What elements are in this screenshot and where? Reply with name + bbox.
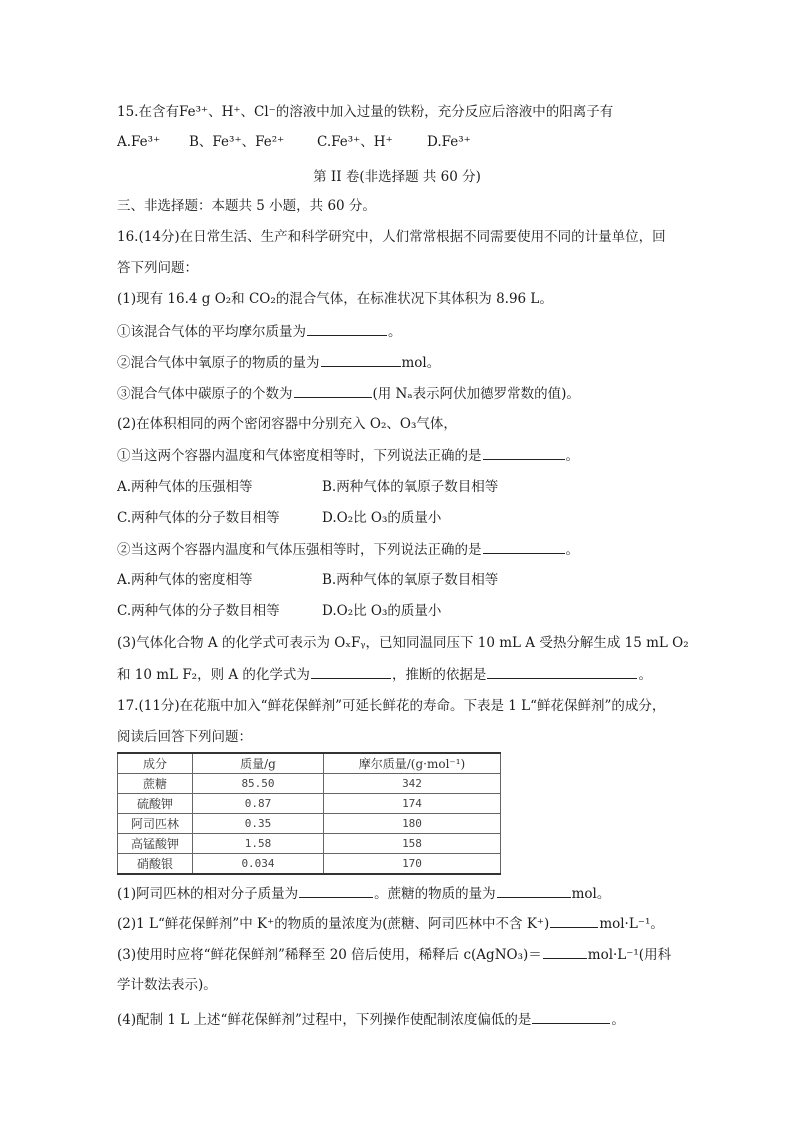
answer-blank[interactable] — [299, 884, 373, 898]
section-3-intro: 三、非选择题：本题共 5 小题，共 60 分。 — [117, 198, 376, 214]
answer-blank[interactable] — [487, 665, 637, 679]
option-d: D.O₂比 O₃的质量小 — [322, 510, 442, 526]
q16-part2-b-text: ②当这两个容器内温度和气体压强相等时，下列说法正确的是 — [117, 542, 482, 558]
q16-part3-text: 和 10 mL F₂，则 A 的化学式为 — [117, 667, 310, 683]
answer-blank[interactable] — [321, 353, 401, 367]
q16-stem-line1: 16.(14分)在日常生活、生产和科学研究中，人们常常根据不同需要使用不同的计量单位，回 — [117, 229, 666, 245]
q17-part3-line2: 学计数法表示)。 — [117, 977, 217, 993]
answer-blank[interactable] — [483, 446, 565, 460]
q15-option-d: D.Fe³⁺ — [427, 134, 471, 150]
table-cell: 1.58 — [193, 834, 324, 854]
q15-stem: 15.在含有Fe³⁺、H⁺、Cl⁻的溶液中加入过量的铁粉，充分反应后溶液中的阳离子有 — [117, 104, 614, 120]
table-cell: 0.35 — [193, 814, 324, 834]
table-cell: 高锰酸钾 — [118, 834, 193, 854]
table-row — [118, 774, 501, 794]
option-c: C.两种气体的分子数目相等 — [117, 510, 280, 526]
q16-part2: (2)在体积相同的两个密闭容器中分别充入 O₂、O₃气体， — [117, 416, 457, 432]
option-d: D.O₂比 O₃的质量小 — [322, 603, 442, 619]
table-row — [118, 834, 501, 854]
q15-option-b: B、Fe³⁺、Fe²⁺ — [189, 134, 285, 150]
q17-part1-mid: 。蔗糖的物质的量为 — [374, 886, 496, 902]
q16-part2-b-end: 。 — [565, 542, 579, 558]
q16-part2-a-text: ①当这两个容器内温度和气体密度相等时，下列说法正确的是 — [117, 448, 482, 464]
q17-part1 — [117, 884, 610, 903]
q17-part2-text: (2)1 L“鲜花保鲜剂”中 K⁺的物质的量浓度为(蔗糖、阿司匹林中不含 K⁺) — [117, 916, 550, 932]
table-cell: 158 — [324, 834, 501, 854]
answer-blank[interactable] — [483, 540, 565, 554]
q16-part1-c-end: (用 Nₐ表示阿伏加德罗常数的值)。 — [372, 386, 580, 402]
table-cell: 85.50 — [193, 774, 324, 794]
q17-part2-end: mol·L⁻¹。 — [599, 916, 664, 932]
q17-part3-text: (3)使用时应将“鲜花保鲜剂”稀释至 20 倍后使用，稀释后 c(AgNO₃)＝ — [117, 947, 542, 963]
table-header: 质量/g — [193, 753, 324, 774]
answer-blank[interactable] — [543, 945, 587, 959]
option-c: C.两种气体的分子数目相等 — [117, 603, 280, 619]
table-row — [118, 854, 501, 875]
q17-part2 — [117, 914, 664, 933]
answer-blank[interactable] — [532, 1010, 610, 1024]
q16-part1-b-end: mol。 — [401, 355, 441, 371]
q17-part3-end: mol·L⁻¹(用科 — [587, 947, 672, 963]
section-2-title: 第 II 卷(非选择题 共 60 分) — [313, 169, 481, 185]
q16-part1-c — [117, 384, 580, 403]
table-row — [118, 794, 501, 814]
option-a: A.两种气体的密度相等 — [117, 572, 253, 588]
q15-option-a: A.Fe³⁺ — [117, 134, 161, 150]
q16-part1: (1)现有 16.4 g O₂和 CO₂的混合气体，在标准状况下其体积为 8.96 L。 — [117, 291, 553, 307]
q16-part1-a — [117, 322, 402, 341]
q17-stem-line2: 阅读后回答下列问题： — [117, 729, 252, 745]
q16-part2-b — [117, 540, 579, 559]
q16-part3-mid: ，推断的依据是 — [391, 667, 487, 683]
table-header: 成分 — [118, 753, 193, 774]
table-cell: 180 — [324, 814, 501, 834]
q16-part1-c-text: ③混合气体中碳原子的个数为 — [117, 386, 293, 402]
q16-part2-a-end: 。 — [565, 448, 579, 464]
answer-blank[interactable] — [550, 914, 598, 928]
answer-blank[interactable] — [307, 322, 387, 336]
q15-option-c: C.Fe³⁺、H⁺ — [317, 134, 393, 150]
table-cell: 蔗糖 — [118, 774, 193, 794]
q16-part1-a-end: 。 — [388, 324, 402, 340]
q17-part4 — [117, 1010, 625, 1029]
table-cell: 0.87 — [193, 794, 324, 814]
table-cell: 342 — [324, 774, 501, 794]
preservative-table — [117, 752, 501, 875]
table-cell: 0.034 — [193, 854, 324, 875]
answer-blank[interactable] — [497, 884, 571, 898]
q16-part2-a — [117, 446, 579, 465]
q16-part1-b — [117, 353, 440, 372]
q16-stem-line2: 答下列问题： — [117, 260, 198, 276]
q17-part3-line1 — [117, 945, 671, 964]
q17-stem-line1: 17.(11分)在花瓶中加入“鲜花保鲜剂”可延长鲜花的寿命。下表是 1 L“鲜花保鲜剂”的成分， — [117, 698, 666, 714]
option-b: B.两种气体的氧原子数目相等 — [322, 479, 499, 495]
q17-part1-text: (1)阿司匹林的相对分子质量为 — [117, 886, 299, 902]
table-header-row — [118, 753, 501, 774]
q17-part4-end: 。 — [611, 1012, 625, 1028]
table-cell: 硫酸钾 — [118, 794, 193, 814]
q17-part4-text: (4)配制 1 L 上述“鲜花保鲜剂”过程中，下列操作使配制浓度偏低的是 — [117, 1012, 532, 1028]
option-a: A.两种气体的压强相等 — [117, 479, 253, 495]
table-cell: 170 — [324, 854, 501, 875]
table-cell: 硝酸银 — [118, 854, 193, 875]
q16-part3-line2 — [117, 665, 652, 684]
q16-part1-b-text: ②混合气体中氧原子的物质的量为 — [117, 355, 320, 371]
q16-part3-line1: (3)气体化合物 A 的化学式可表示为 OₓFᵧ，已知同温同压下 10 mL A 受热分解生成 15 mL O₂ — [117, 635, 689, 651]
table-cell: 阿司匹林 — [118, 814, 193, 834]
answer-blank[interactable] — [294, 384, 372, 398]
q16-part3-end: 。 — [638, 667, 652, 683]
table-row — [118, 814, 501, 834]
option-b: B.两种气体的氧原子数目相等 — [322, 572, 499, 588]
q17-part1-end: mol。 — [571, 886, 611, 902]
q16-part1-a-text: ①该混合气体的平均摩尔质量为 — [117, 324, 306, 340]
table-header: 摩尔质量/(g·mol⁻¹) — [324, 753, 501, 774]
table-cell: 174 — [324, 794, 501, 814]
answer-blank[interactable] — [311, 665, 391, 679]
